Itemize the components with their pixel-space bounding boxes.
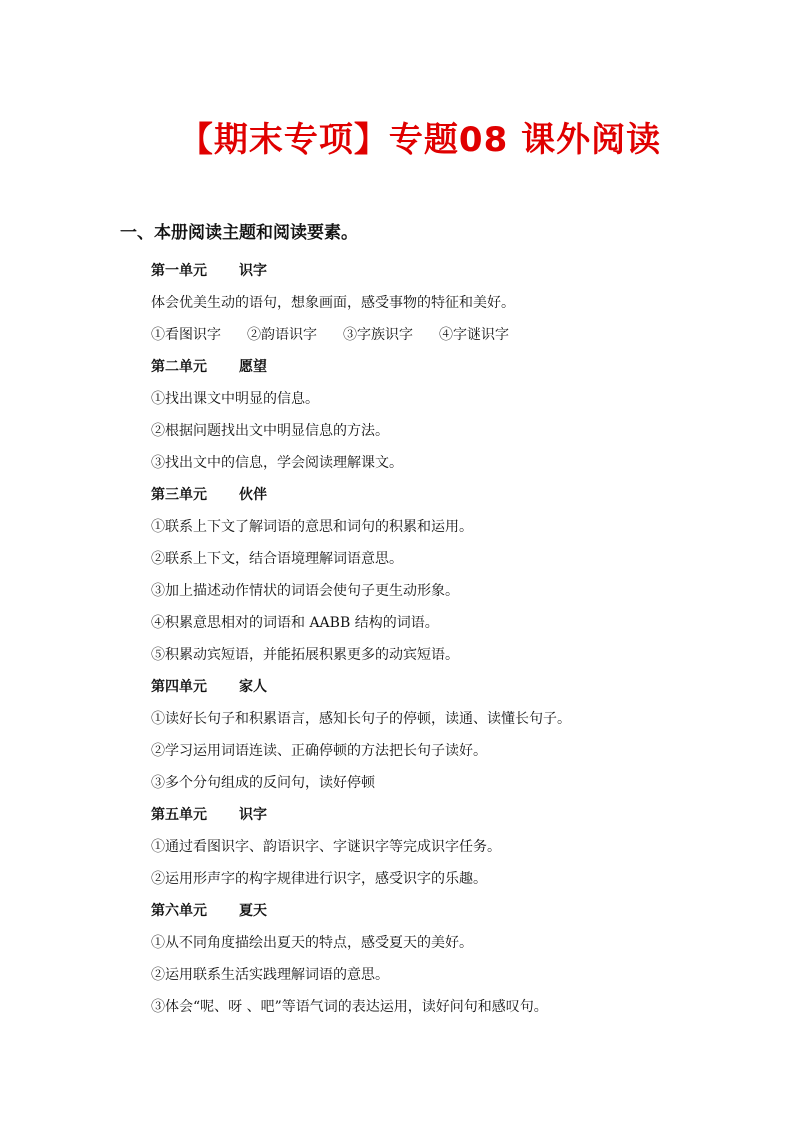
unit-label: 第五单元 (151, 807, 207, 823)
unit-header (151, 671, 751, 703)
unit-point: ③多个分句组成的反问句，读好停顿 (151, 775, 375, 791)
unit-label: 第三单元 (151, 487, 207, 503)
unit-point: ①从不同角度描绘出夏天的特点，感受夏天的美好。 (151, 935, 473, 951)
unit-header (151, 479, 751, 511)
unit-theme: 伙伴 (239, 487, 267, 503)
unit-point: ①找出课文中明显的信息。 (151, 391, 319, 407)
unit-point: ④积累意思相对的词语和 AABB 结构的词语。 (151, 615, 439, 631)
unit-label: 第四单元 (151, 679, 207, 695)
unit-label: 第二单元 (151, 359, 207, 375)
unit-theme: 愿望 (239, 359, 267, 375)
unit-point: ⑤积累动宾短语，并能拓展积累更多的动宾短语。 (151, 647, 459, 663)
page-title: 【期末专项】专题08 课外阅读 (178, 120, 662, 160)
unit-point: ②联系上下文，结合语境理解词语意思。 (151, 551, 403, 567)
technique-item: ②韵语识字 (247, 327, 317, 343)
unit-list (151, 255, 751, 1023)
unit-point: ②运用联系生活实践理解词语的意思。 (151, 967, 389, 983)
unit-point: ②根据问题找出文中明显信息的方法。 (151, 423, 389, 439)
unit-header (151, 895, 751, 927)
unit-header (151, 255, 751, 287)
unit-point: ②运用形声字的构字规律进行识字，感受识字的乐趣。 (151, 871, 487, 887)
section-heading: 一、本册阅读主题和阅读要素。 (120, 223, 358, 243)
unit-theme: 家人 (239, 679, 267, 695)
technique-item: ④字谜识字 (439, 327, 509, 343)
unit-theme: 识字 (239, 807, 267, 823)
technique-item: ③字族识字 (343, 327, 413, 343)
unit-theme: 识字 (239, 263, 267, 279)
unit-point: ①联系上下文了解词语的意思和词句的积累和运用。 (151, 519, 473, 535)
unit-theme: 夏天 (239, 903, 267, 919)
unit-label: 第一单元 (151, 263, 207, 279)
unit-point: ②学习运用词语连读、正确停顿的方法把长句子读好。 (151, 743, 487, 759)
technique-item: ①看图识字 (151, 327, 221, 343)
unit-header (151, 799, 751, 831)
unit-point: ①读好长句子和积累语言，感知长句子的停顿，读通、读懂长句子。 (151, 711, 571, 727)
unit-label: 第六单元 (151, 903, 207, 919)
unit-point: ①通过看图识字、韵语识字、字谜识字等完成识字任务。 (151, 839, 501, 855)
unit-point: ③找出文中的信息，学会阅读理解课文。 (151, 455, 403, 471)
unit-point: ③加上描述动作情状的词语会使句子更生动形象。 (151, 583, 459, 599)
technique-list (151, 319, 751, 351)
unit-description: 体会优美生动的语句，想象画面，感受事物的特征和美好。 (151, 295, 515, 311)
unit-point: ③体会“呢、呀 、吧”等语气词的表达运用，读好问句和感叹句。 (151, 999, 548, 1015)
unit-header (151, 351, 751, 383)
